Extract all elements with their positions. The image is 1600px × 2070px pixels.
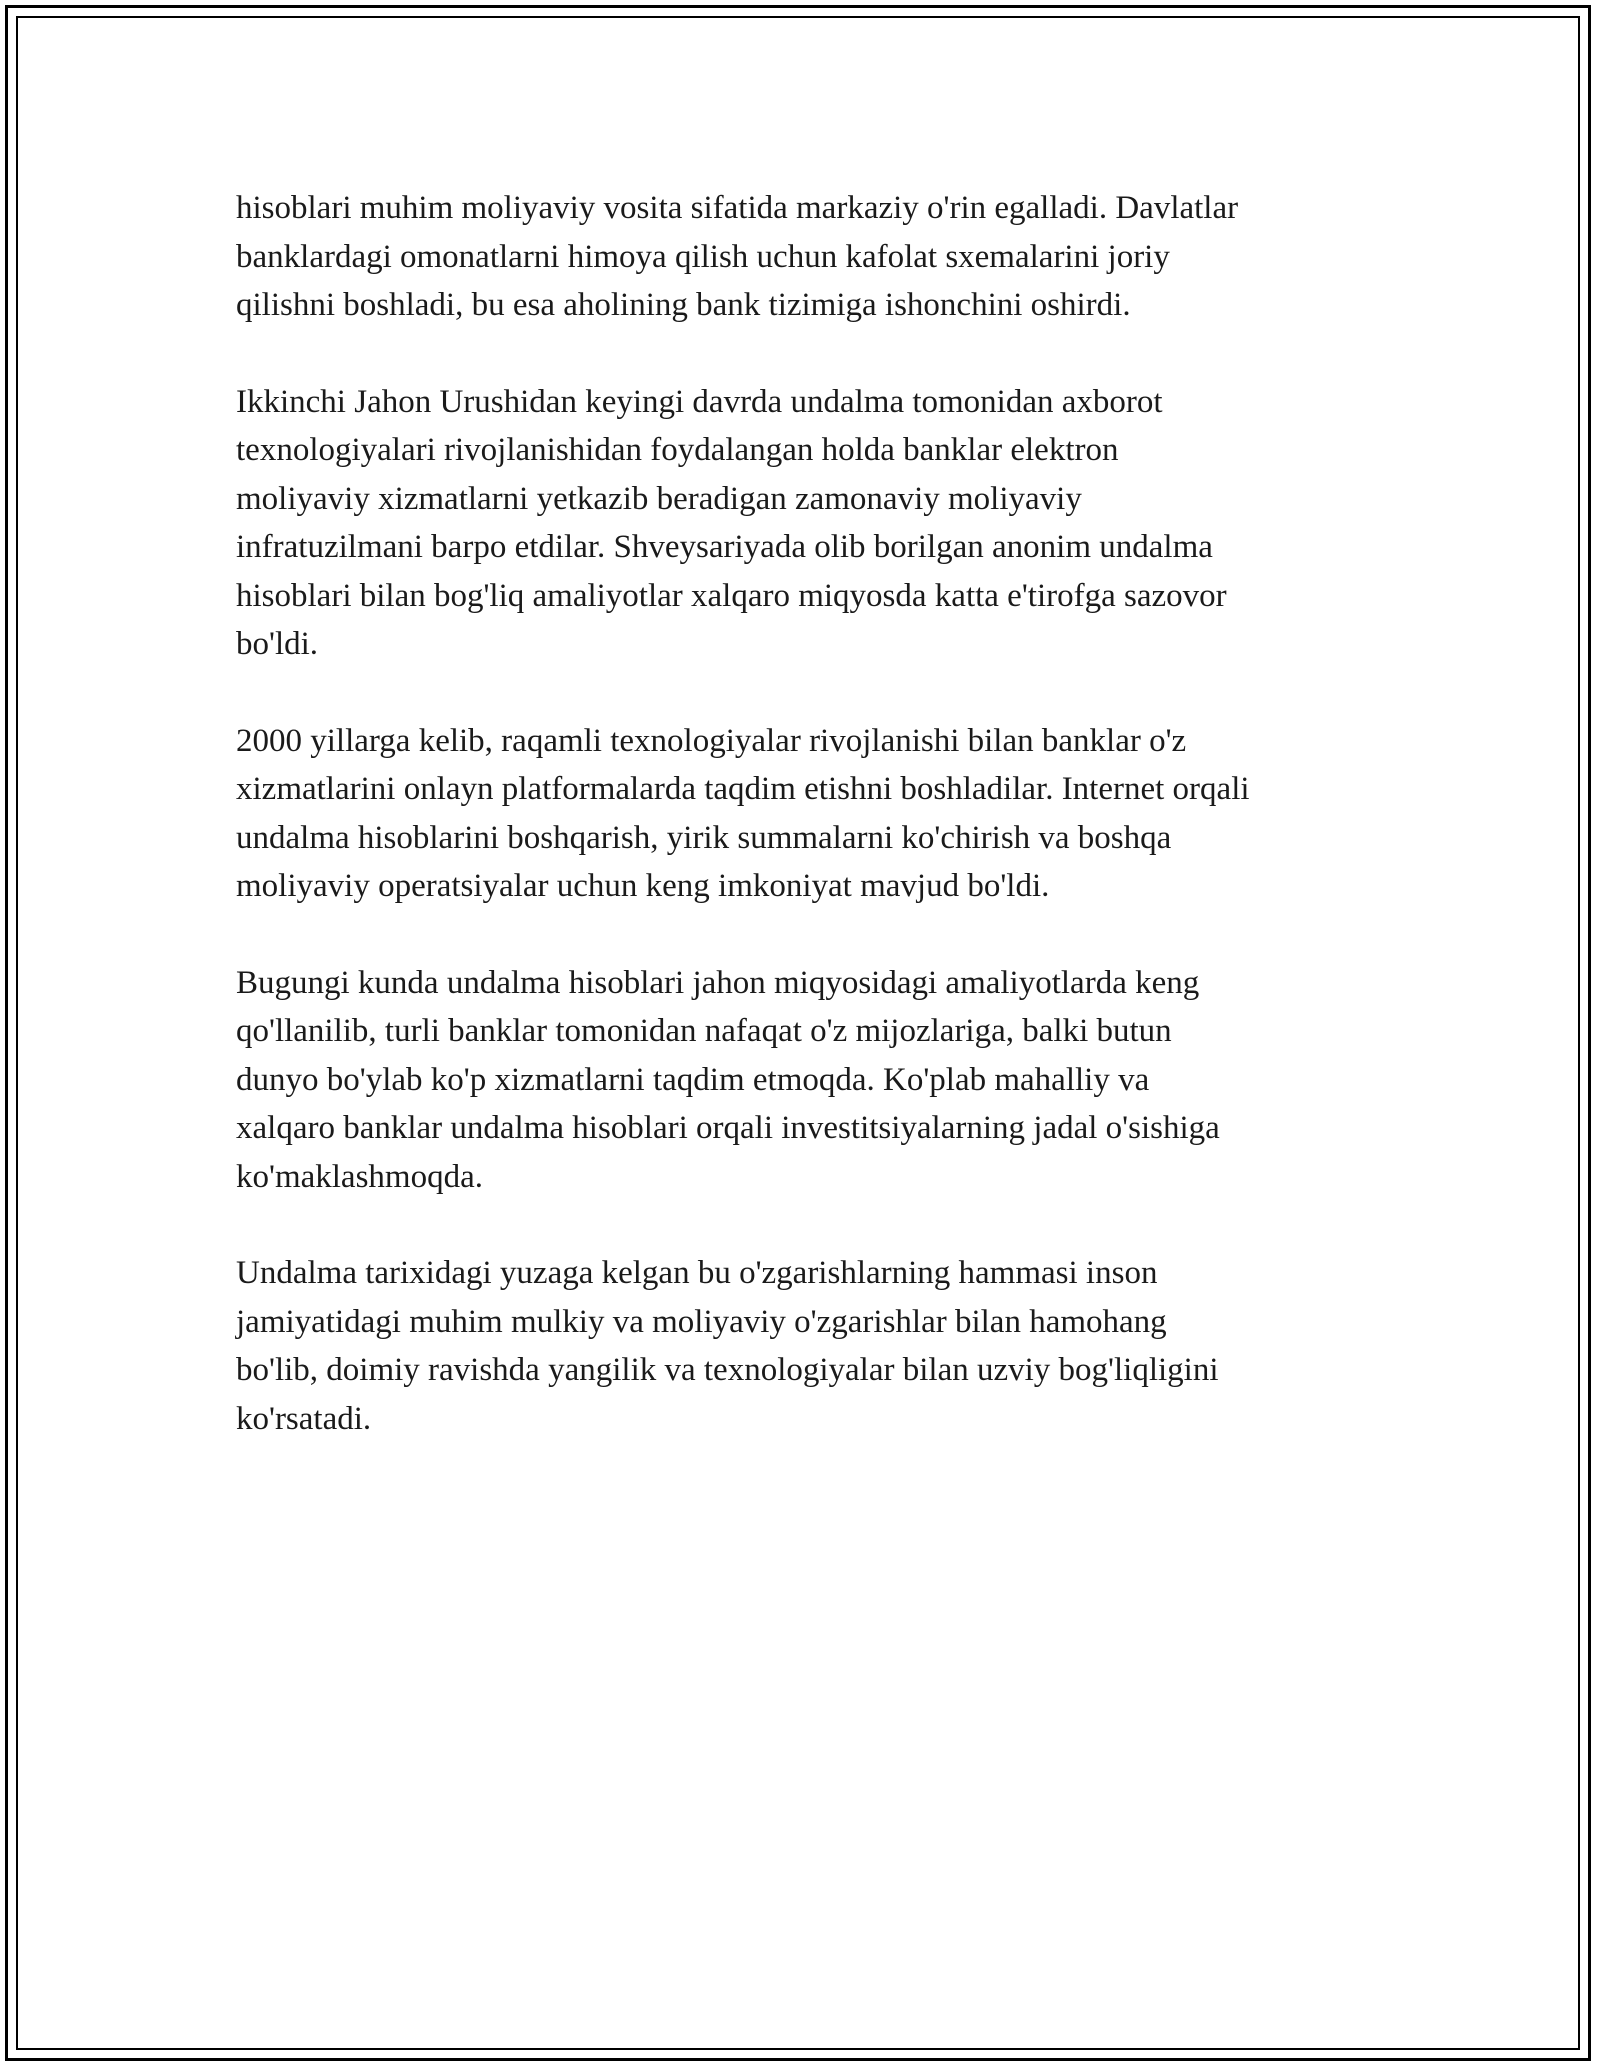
paragraph-5: Undalma tarixidagi yuzaga kelgan bu o'zgarishlarning hammasi inson jamiyatidagi muhim mulkiy va moliyaviy o'zgarishlar bilan hamohang bo'lib, doimiy ravishda yangilik va texnologiyalar bilan uzviy bog'liqligini ko'rsatadi. xyxy=(236,1255,1219,1437)
document-body xyxy=(236,184,1386,1491)
paragraph-3: 2000 yillarga kelib, raqamli texnologiyalar rivojlanishi bilan banklar o'z xizmatlarini onlayn platformalarda taqdim etishni boshladilar. Internet orqali undalma hisoblarini boshqarish, yirik summalarni ko'chirish va boshqa moliyaviy operatsiyalar uchun keng imkoniyat mavjud bo'ldi. xyxy=(236,722,1250,904)
paragraph-2: Ikkinchi Jahon Urushidan keyingi davrda undalma tomonidan axborot texnologiyalari rivojlanishidan foydalangan holda banklar elektron moliyaviy xizmatlarni yetkazib beradigan zamonaviy moliyaviy infratuzilmani barpo etdilar. Shveysariyada olib borilgan anonim undalma hisoblari bilan bog'liq amaliyotlar xalqaro miqyosda katta e'tirofga sazovor bo'ldi. xyxy=(236,383,1227,662)
paragraph-4: Bugungi kunda undalma hisoblari jahon miqyosidagi amaliyotlarda keng qo'llanilib, turli banklar tomonidan nafaqat o'z mijozlariga, balki butun dunyo bo'ylab ko'p xizmatlarni taqdim etmoqda. Ko'plab mahalliy va xalqaro banklar undalma hisoblari orqali investitsiyalarning jadal o'sishiga ko'maklashmoqda. xyxy=(236,964,1220,1195)
paragraph-1: hisoblari muhim moliyaviy vosita sifatida markaziy o'rin egalladi. Davlatlar banklardagi omonatlarni himoya qilish uchun kafolat sxemalarini joriy qilishni boshladi, bu esa aholining bank tizimiga ishonchini oshirdi. xyxy=(236,190,1239,323)
